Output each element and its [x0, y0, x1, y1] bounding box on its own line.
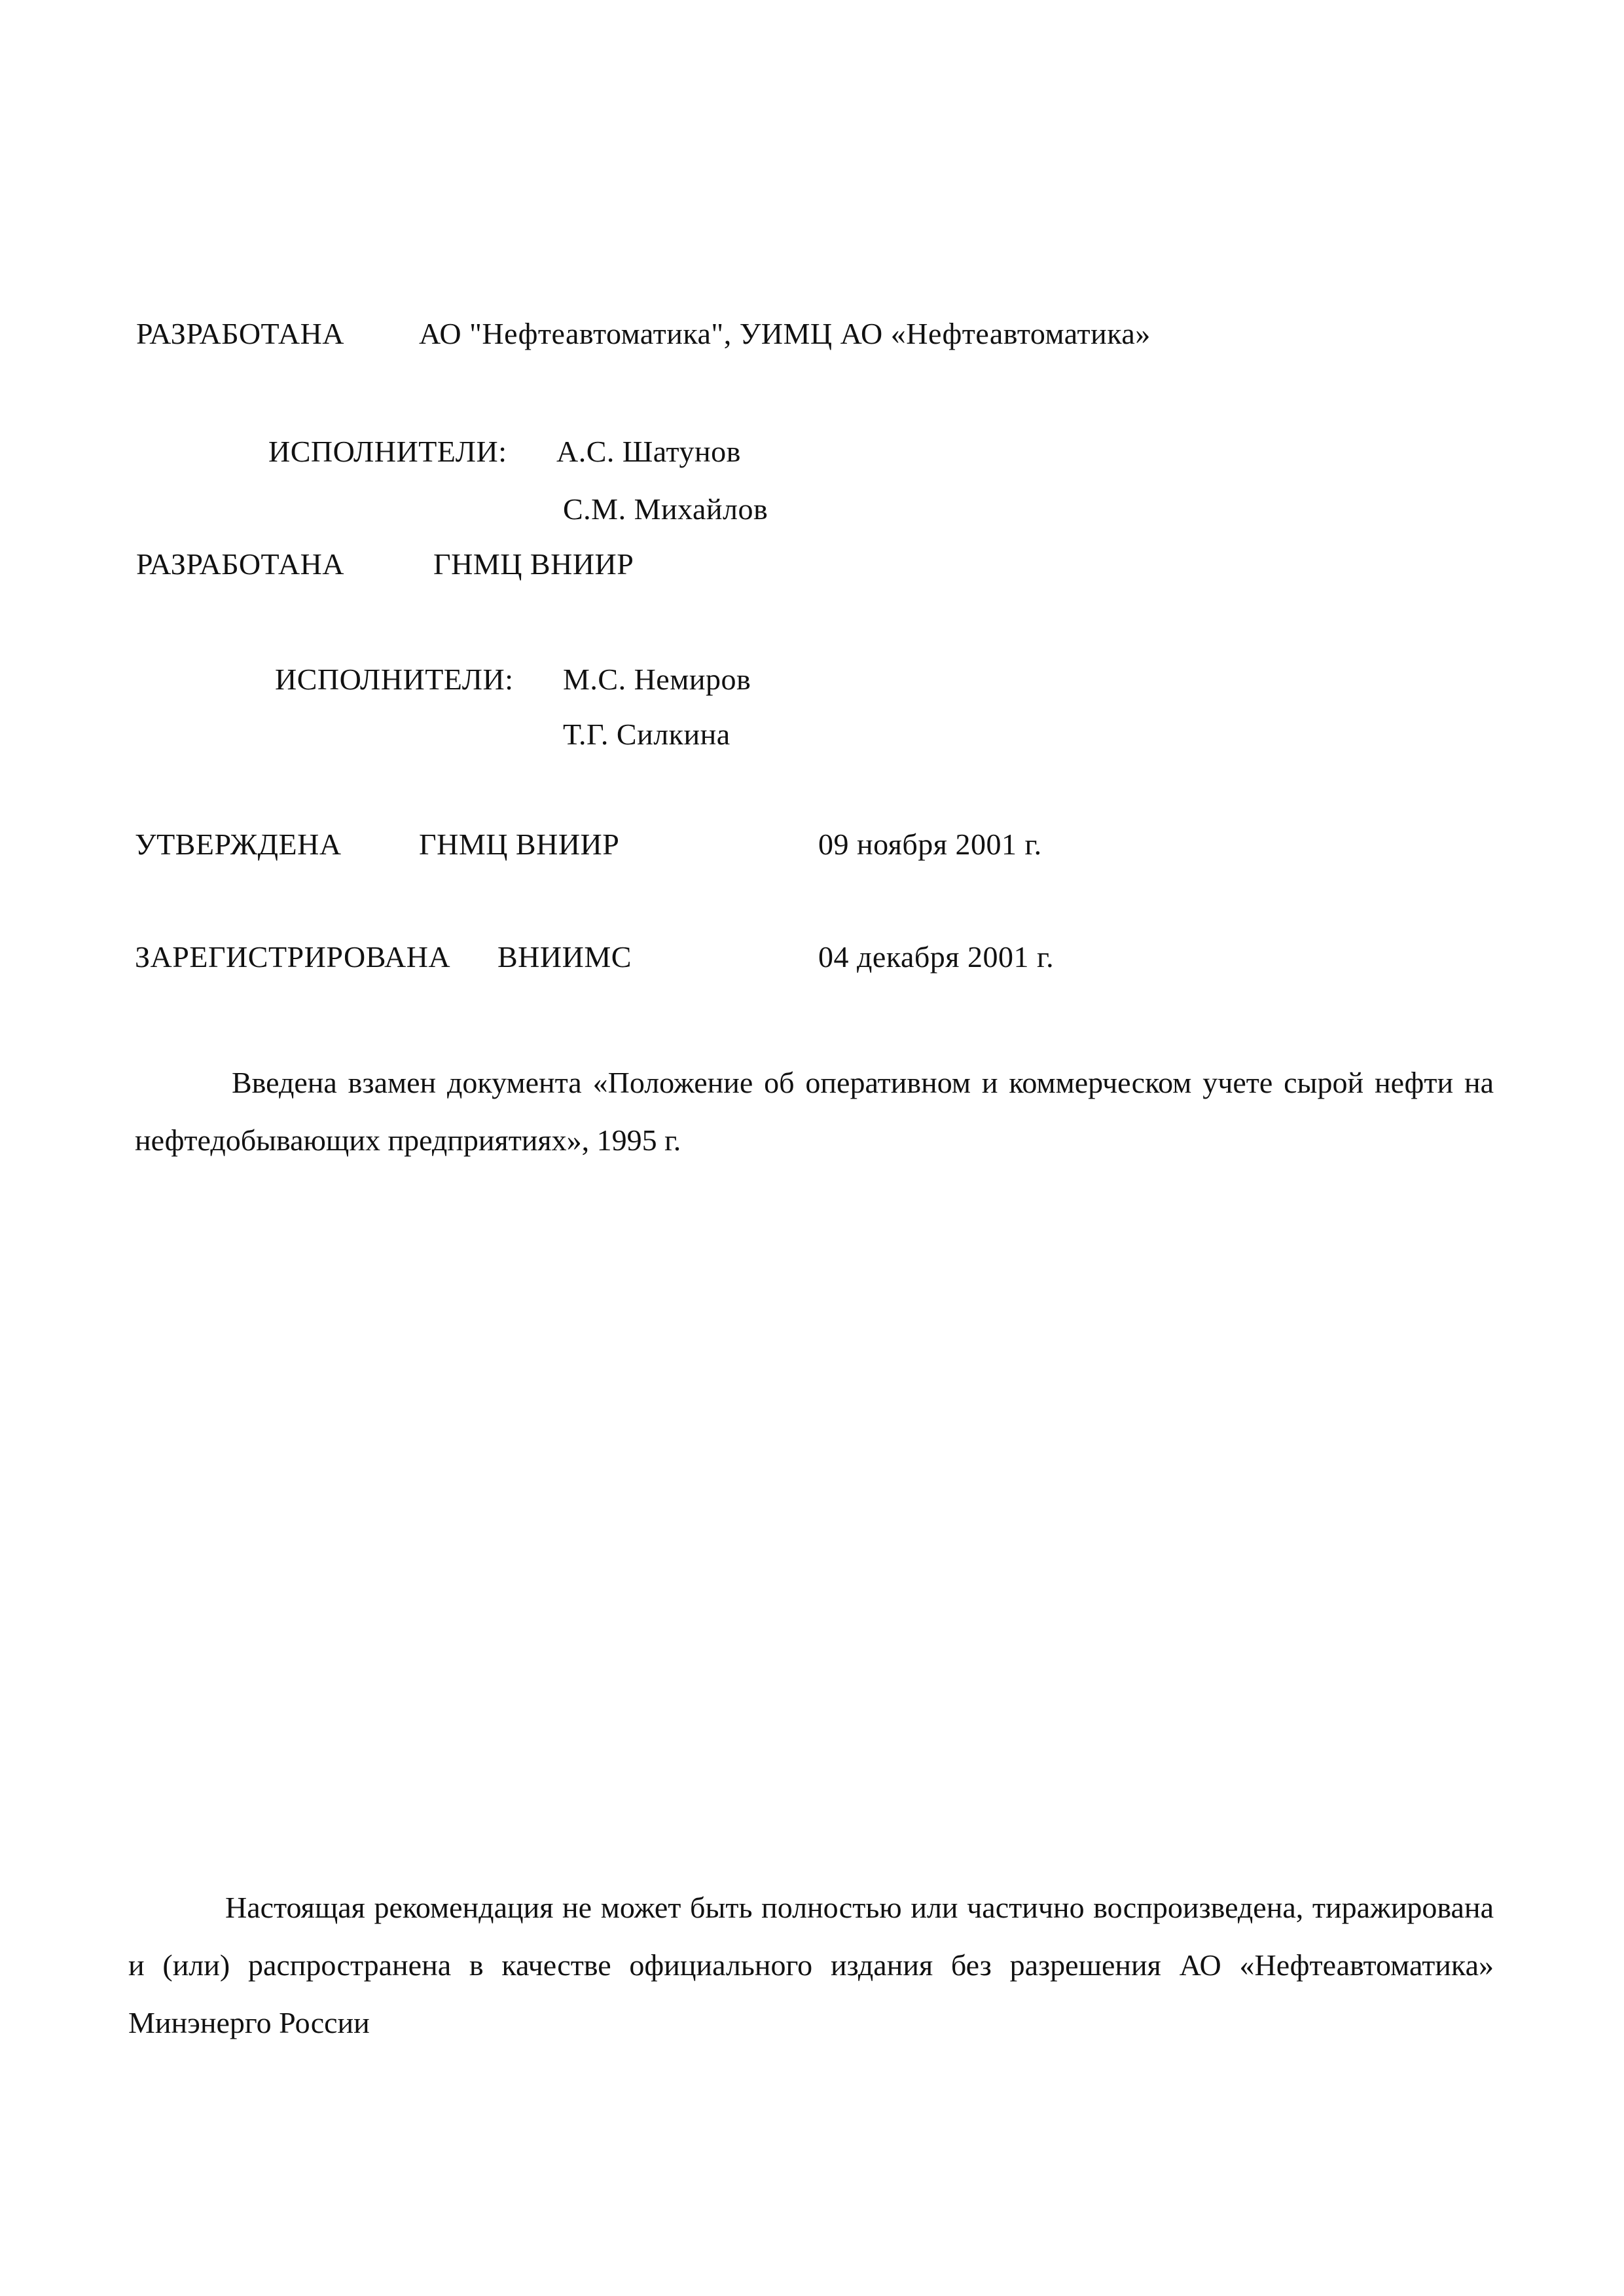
intro-paragraph-text: Введена взамен документа «Положение об оперативном и коммерческом учете сырой нефти на нефтедобывающих предприятиях», 1995 г. [135, 1066, 1494, 1157]
executors-1-label: ИСПОЛНИТЕЛИ: [268, 435, 507, 468]
developer-2-value: ГНМЦ ВНИИР [433, 547, 634, 581]
executors-2-label: ИСПОЛНИТЕЛИ: [275, 663, 514, 696]
developer-1-label: РАЗРАБОТАНА [136, 317, 345, 350]
approved-org: ГНМЦ ВНИИР [419, 828, 620, 861]
intro-paragraph [135, 1054, 1494, 1169]
developer-2-label: РАЗРАБОТАНА [136, 547, 345, 581]
approved-label: УТВЕРЖДЕНА [135, 828, 342, 861]
executor-1-name-1: А.С. Шатунов [556, 435, 741, 468]
developer-1-value: АО "Нефтеавтоматика", УИМЦ АО «Нефтеавтоматика» [419, 317, 1151, 350]
executor-2-name-2: Т.Г. Силкина [563, 718, 731, 751]
executor-2-name-1: М.С. Немиров [563, 663, 751, 696]
approved-date: 09 ноября 2001 г. [818, 828, 1042, 861]
registered-date: 04 декабря 2001 г. [818, 940, 1055, 974]
registered-org: ВНИИМС [497, 940, 632, 974]
copyright-paragraph-text: Настоящая рекомендация не может быть полностью или частично воспроизведена, тиражирована и (или) распространена в качестве официального издания без разрешения АО «Нефтеавтоматика» Минэнерго России [128, 1891, 1494, 2039]
copyright-paragraph [128, 1879, 1494, 2052]
registered-label: ЗАРЕГИСТРИРОВАНА [135, 940, 451, 974]
executor-1-name-2: С.М. Михайлов [563, 492, 768, 526]
